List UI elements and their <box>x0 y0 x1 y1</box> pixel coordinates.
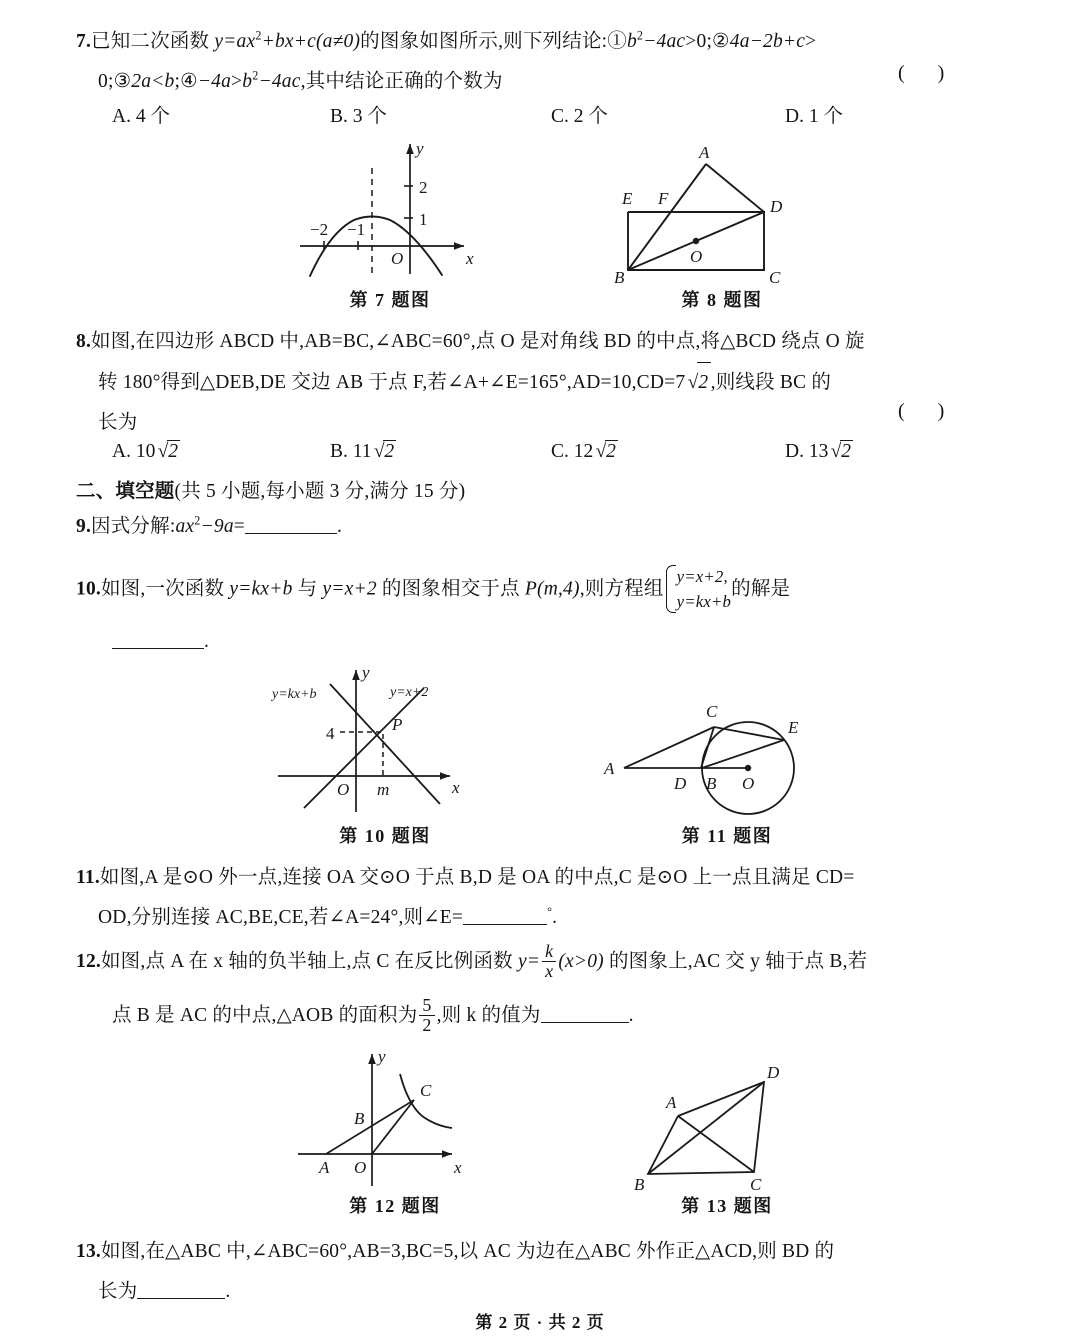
fig11-label-D: D <box>674 774 687 793</box>
q12-fraction-k-over-x <box>542 942 556 982</box>
q10-line1-d: ,则方程组 <box>579 578 664 600</box>
question-13-text <box>76 1232 1016 1312</box>
fig8-label-B: B <box>614 268 625 287</box>
question-10-text <box>76 565 1016 615</box>
fig10-label-line-kxb: y=kx+b <box>272 687 317 702</box>
q10-system-line-2: y=kx+b <box>676 592 732 612</box>
q7-choice-a[interactable]: A. 4 个 <box>112 106 170 127</box>
q12-fraction2-numerator: 5 <box>419 996 434 1016</box>
q7-line1-part-b: 的图象如图所示,则下列结论:① <box>360 31 627 52</box>
section-2-header <box>76 472 876 512</box>
q7-choice-c[interactable]: C. 2 个 <box>551 106 608 127</box>
q9-text: 因式分解: <box>91 516 176 537</box>
q10-line1-e: 的解是 <box>731 578 791 600</box>
q11-degree-sign: ° <box>547 904 553 919</box>
q10-period: . <box>204 631 210 652</box>
figure-8-caption: 第 8 题图 <box>681 290 763 310</box>
q13-period: . <box>225 1281 231 1302</box>
fig11-label-C: C <box>706 702 718 721</box>
q13-line2: 长为 <box>98 1281 138 1302</box>
fig8-label-E: E <box>622 189 633 208</box>
fig12-label-A: A <box>319 1158 330 1177</box>
q7-c1-exponent: 2 <box>636 28 644 43</box>
q9-expr-a: ax <box>175 516 195 537</box>
fig12-y-axis-label: y <box>378 1047 386 1066</box>
question-11-text <box>76 858 1016 938</box>
q7-function-rest: +bx+c(a≠0) <box>261 31 361 52</box>
fig7-origin-label: O <box>391 249 404 268</box>
q7-line2-e: > <box>231 71 243 92</box>
q8-choice-d-label: D. 13 <box>785 441 829 462</box>
q8-choice-d-radicand: 2 <box>840 440 853 463</box>
q11-answer-blank[interactable] <box>463 905 547 926</box>
fig12-origin-label: O <box>354 1158 367 1177</box>
q12-fraction-denominator: x <box>545 961 554 982</box>
question-10-answer-line <box>112 622 209 662</box>
question-10-number: 10. <box>76 578 101 600</box>
q8-choice-c-label: C. 12 <box>551 441 594 462</box>
q8-choice-b[interactable]: B. 11 √2 <box>330 440 396 463</box>
fig12-x-axis-label: x <box>454 1158 462 1177</box>
q12-answer-blank[interactable] <box>541 1003 629 1024</box>
q10-line1-c: 的图象相交于点 <box>376 578 525 600</box>
fig11-label-B: B <box>706 774 717 793</box>
q7-c1: b <box>626 31 637 52</box>
q7-line2-d: −4a <box>197 71 232 92</box>
q10-function-1: y=kx+b <box>229 578 293 600</box>
fig11-label-E: E <box>788 718 799 737</box>
question-12-number: 12. <box>76 951 101 972</box>
q8-line3: 长为 <box>98 412 138 433</box>
fig8-label-A: A <box>699 143 710 162</box>
q8-line1: 如图,在四边形 ABCD 中,AB=BC,∠ABC=60°,点 O 是对角线 BD 的中点,将△BCD 绕点 O 旋 <box>91 331 865 352</box>
fig13-label-C: C <box>750 1175 762 1194</box>
figure-11 <box>600 695 830 835</box>
fig8-center-dot <box>693 238 699 244</box>
q7-c2: −4ac <box>643 31 686 52</box>
q12-fraction2-denominator: 2 <box>422 1015 432 1036</box>
fig8-label-F: F <box>658 189 669 208</box>
q7-answer-paren: ( ) <box>898 62 959 84</box>
question-8-text <box>76 322 1012 443</box>
q12-line2-a: 点 B 是 AC 的中点,△AOB 的面积为 <box>112 1005 418 1026</box>
question-9-number: 9. <box>76 516 92 537</box>
fig10-tick-y-4: 4 <box>326 724 335 743</box>
fig8-label-D: D <box>770 197 783 216</box>
q9-answer-blank[interactable] <box>245 514 337 535</box>
fig10-y-axis-label: y <box>362 663 370 682</box>
q8-answer-paren: ( ) <box>898 400 959 422</box>
q12-line2-b: ,则 k 的值为 <box>436 1005 541 1026</box>
q7-function-exponent: 2 <box>255 28 262 43</box>
q8-line2-b: ,则线段 BC 的 <box>710 372 832 393</box>
q7-c5: > <box>805 31 817 52</box>
figure-12-caption: 第 12 题图 <box>349 1196 441 1216</box>
q11-line1: 如图,A 是⊙O 外一点,连接 OA 交⊙O 于点 B,D 是 OA 的中点,C 是⊙O 上一点且满足 CD= <box>99 867 855 888</box>
fig13-label-A: A <box>666 1093 677 1112</box>
q10-system-line-1: y=x+2, <box>676 567 728 586</box>
q13-line1: 如图,在△ABC 中,∠ABC=60°,AB=3,BC=5,以 AC 为边在△ABC 外作正△ACD,则 BD 的 <box>100 1241 835 1262</box>
q13-answer-blank[interactable] <box>137 1279 225 1300</box>
q7-line2-h: ,其中结论正确的个数为 <box>300 71 503 92</box>
fig12-label-B: B <box>354 1109 365 1128</box>
q7-line2-g: −4ac <box>258 71 301 92</box>
q8-choice-b-label: B. 11 <box>330 441 372 462</box>
section-2-title: 二、填空题 <box>76 481 175 502</box>
q10-function-2: y=x+2 <box>322 578 377 600</box>
q8-choice-c[interactable]: C. 12 √2 <box>551 440 618 463</box>
page-footer: 第 2 页 · 共 2 页 <box>475 1313 605 1332</box>
figure-13-caption: 第 13 题图 <box>681 1196 773 1216</box>
q7-c3: >0;② <box>685 31 730 52</box>
fig10-tick-x-m: m <box>377 780 390 799</box>
figure-12 <box>292 1046 492 1196</box>
section-2-subtitle: (共 5 小题,每小题 3 分,满分 15 分) <box>174 481 466 502</box>
question-12-line2 <box>112 990 1012 1042</box>
fig11-label-A: A <box>604 759 615 778</box>
fig10-point-P: P <box>392 715 403 734</box>
figure-13 <box>614 1064 814 1194</box>
question-8-number: 8. <box>76 331 92 352</box>
q9-expr-b: −9a <box>200 516 234 537</box>
q8-choice-c-radicand: 2 <box>605 440 618 463</box>
q7-line1-part-a: 已知二次函数 <box>91 31 215 52</box>
question-11-number: 11. <box>76 867 100 888</box>
fig7-tick-x-neg1: −1 <box>347 220 366 239</box>
q12-period: . <box>628 1005 634 1026</box>
q12-fraction-numerator: k <box>542 942 556 962</box>
q7-c4: 4a−2b+c <box>729 31 806 52</box>
q12-line1-a: 如图,点 A 在 x 轴的负半轴上,点 C 在反比例函数 <box>100 951 518 972</box>
q10-answer-blank[interactable] <box>112 629 204 650</box>
q8-choice-a[interactable]: A. 10 √2 <box>112 440 180 463</box>
fig13-label-D: D <box>767 1063 780 1082</box>
q7-line2-f-exponent: 2 <box>252 68 259 83</box>
q7-line2-b: 2a<b <box>131 71 175 92</box>
question-9-text <box>76 507 876 547</box>
fig7-x-axis-label: x <box>466 249 474 268</box>
q12-line1-b: (x>0) <box>558 951 604 972</box>
fig7-y-axis-label: y <box>416 139 424 158</box>
figure-10 <box>272 660 482 820</box>
question-7-number: 7. <box>76 31 92 52</box>
q10-system-brace <box>664 564 732 614</box>
figure-7-caption: 第 7 题图 <box>349 290 431 310</box>
q8-sqrt: √2 <box>685 362 710 403</box>
q7-function: y=ax <box>214 31 256 52</box>
fig10-label-line-x2: y=x+2 <box>390 685 429 700</box>
q10-line1-b: 与 <box>292 578 323 600</box>
fig13-label-B: B <box>634 1175 645 1194</box>
q7-choice-d[interactable]: D. 1 个 <box>785 106 843 127</box>
q8-sqrt-radicand: 2 <box>697 362 710 403</box>
q11-line2-a: OD,分别连接 AC,BE,CE,若∠A=24°,则∠E= <box>98 907 464 928</box>
q11-period: . <box>552 907 558 928</box>
q7-line2-a: 0;③ <box>98 71 132 92</box>
fig10-x-axis-label: x <box>452 778 460 797</box>
q12-y-equals: y= <box>517 951 541 972</box>
fig8-label-C: C <box>769 268 781 287</box>
fig7-tick-y-2: 2 <box>419 178 428 197</box>
q10-line1-a: 如图,一次函数 <box>100 578 230 600</box>
q7-line2-f: b <box>242 71 253 92</box>
question-13-number: 13. <box>76 1241 101 1262</box>
q8-choice-b-radicand: 2 <box>383 440 396 463</box>
fig8-label-O: O <box>690 247 703 266</box>
fig7-tick-x-neg2: −2 <box>310 220 329 239</box>
q9-equals: = <box>233 516 245 537</box>
figure-11-caption: 第 11 题图 <box>681 826 773 846</box>
q9-period: . <box>336 516 343 537</box>
q8-choice-d[interactable]: D. 13 √2 <box>785 440 853 463</box>
q8-line2-a: 转 180°得到△DEB,DE 交边 AB 于点 F,若∠A+∠E=165°,AD=10,CD=7 <box>98 372 686 393</box>
figure-10-caption: 第 10 题图 <box>339 826 431 846</box>
figure-7 <box>292 128 492 283</box>
q7-choice-b[interactable]: B. 3 个 <box>330 106 387 127</box>
figure-8 <box>614 140 814 285</box>
q10-point-P: P(m,4) <box>524 578 580 600</box>
q8-choice-a-label: A. 10 <box>112 441 156 462</box>
fig12-label-C: C <box>420 1081 432 1100</box>
question-7-text <box>76 22 1006 102</box>
fig10-origin-label: O <box>337 780 350 799</box>
q12-fraction-5-over-2 <box>419 996 434 1036</box>
q7-line2-c: ;④ <box>174 71 198 92</box>
fig11-label-O: O <box>742 774 755 793</box>
q9-expr-exponent: 2 <box>194 513 201 528</box>
fig7-tick-y-1: 1 <box>419 210 428 229</box>
q12-line1-c: 的图象上,AC 交 y 轴于点 B,若 <box>603 951 868 972</box>
q8-choice-a-radicand: 2 <box>167 440 180 463</box>
question-12-text <box>76 936 1016 988</box>
